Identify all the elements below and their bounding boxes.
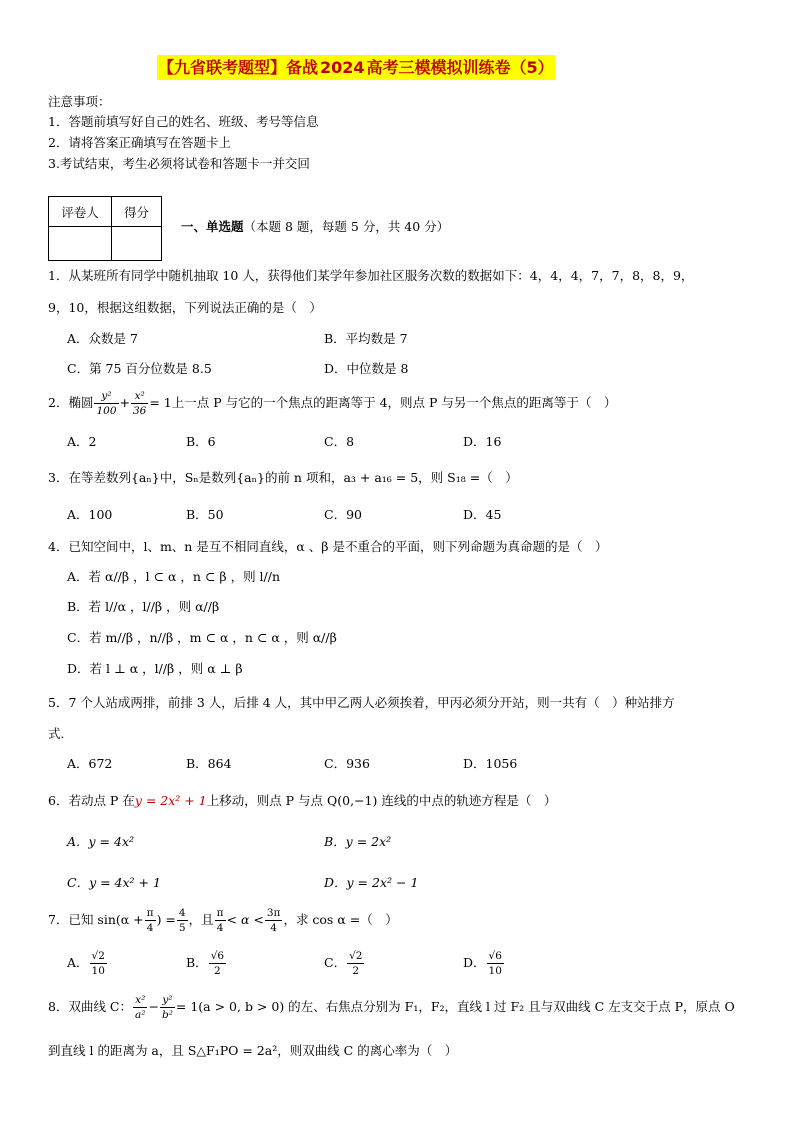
q7-upper-bound [265,907,283,934]
q8-mid: = 1(a > 0, b > 0) 的左、右焦点分别为 F₁，F₂，直线 l 过 F₂ 且与双曲线 C 左支交于点 P，原点 O [175,999,735,1014]
q2-fraction-x-num: x² [131,390,148,404]
title-part-1: 【九省联考题型】备战 [157,55,319,80]
note-item-1: 1．答题前填写好自己的姓名、班级、考号等信息 [48,114,319,129]
q8-fraction-y-den: b² [161,1009,173,1021]
q3-option-d: D．45 [463,507,502,522]
q7-mid: ) = [156,912,176,927]
q8-fraction-x-num: x² [133,994,147,1008]
q5-option-a: A．672 [67,756,113,771]
q7-value [177,907,188,934]
q1-option-d: D．中位数是 8 [324,361,409,376]
q7-option-c-den: 2 [352,965,360,977]
q2-eq: = 1 [149,395,172,410]
section-label: 一、单选题 [181,219,244,234]
title-part-2: 2024 [319,55,366,80]
q7-lower-den: 4 [216,922,224,934]
q7-cond: ，且 [188,912,214,927]
q6-expression: y = 2x² + 1 [134,793,207,808]
note-item-2: 2．请将答案正确填写在答题卡上 [48,135,231,150]
q2-fraction-y [94,390,118,417]
q7-option-a [67,950,108,977]
score-table [48,196,162,261]
q7-option-b-label: B． [186,955,208,970]
q8-fraction-x [133,994,147,1021]
q2-option-b: B．6 [186,434,216,449]
q7-post: ，求 cos α =（ ） [283,912,398,927]
q7-option-a-frac [90,950,107,977]
q1-option-a: A．众数是 7 [67,331,138,346]
q4-option-c: C．若 m//β ，n//β ，m ⊂ α ，n ⊂ α ，则 α//β [67,630,337,645]
exam-title [157,60,555,76]
notes-heading: 注意事项： [48,94,111,109]
q7-option-c-label: C． [324,955,347,970]
q3-option-c: C．90 [324,507,362,522]
q7-option-b-den: 2 [214,965,221,977]
q5-option-d: D．1056 [463,756,518,771]
q2-fraction-x-den: 36 [132,405,147,417]
q7-option-d-den: 10 [488,965,502,977]
title-part-3: 高考三模模拟训练卷（5） [366,55,555,80]
q8-line2: 到直线 l 的距离为 a，且 S△F₁PO = 2a²，则双曲线 C 的离心率为（ ） [48,1043,458,1058]
q8-pre: 8．双曲线 C： [48,999,132,1014]
q5-option-c: C．936 [324,756,370,771]
q2-plus: + [119,395,130,410]
q7-lt: < α < [226,912,264,927]
q7-lower-num: π [216,907,224,919]
q8-fraction-y [160,994,175,1021]
q2-text: 上一点 P 与它的一个焦点的距离等于 4，则点 P 与另一个焦点的距离等于（ ） [171,395,617,410]
q2-fraction-y-den: 100 [96,405,117,417]
q6-option-d: D．y = 2x² − 1 [324,875,419,890]
q7-option-a-label: A． [67,955,89,970]
q7-pre: 7．已知 sin(α + [48,912,144,927]
q1-option-c: C．第 75 百分位数是 8.5 [67,361,212,376]
q7-value-num: 4 [178,907,186,919]
q7-option-a-num: √2 [91,950,105,962]
score-table-grader-cell [49,227,112,261]
q7-upper-den: 4 [270,922,277,934]
q6-pre: 6．若动点 P 在 [48,793,135,808]
q2-option-a: A．2 [67,434,97,449]
q3-option-b: B．50 [186,507,224,522]
q1-option-b: B．平均数是 7 [324,331,408,346]
score-table-score-header: 得分 [112,197,162,227]
q7-stem [48,907,398,934]
q4-option-d: D．若 l ⊥ α ，l//β ，则 α ⊥ β [67,661,243,676]
q7-option-a-den: 10 [91,965,105,977]
q7-option-b [186,950,227,977]
q2-fraction-y-num: y² [94,390,118,404]
q6-post: 上移动，则点 P 与点 Q(0,−1) 连线的中点的轨迹方程是（ ） [206,793,557,808]
q7-upper-num: 3π [266,907,281,919]
q7-pi-over-4 [145,907,156,934]
q7-option-d [463,950,505,977]
q6-option-a: A．y = 4x² [67,834,135,849]
q7-option-d-num: √6 [488,950,502,962]
score-table-score-cell [112,227,162,261]
q3-option-a: A．100 [67,507,113,522]
q7-option-b-frac [209,950,226,977]
q5-option-b: B．864 [186,756,232,771]
q2-stem [48,390,616,417]
q7-pi-den: 4 [146,922,154,934]
q8-stem [48,994,735,1021]
q8-fraction-x-den: a² [135,1009,146,1021]
q8-fraction-y-num: y² [160,994,175,1008]
q4-option-b: B．若 l//α ，l//β ，则 α//β [67,599,220,614]
q5-line1: 5．7 个人站成两排，前排 3 人，后排 4 人，其中甲乙两人必须挨着，甲丙必须分开站，则一共有（ ）种站排方 [48,695,675,710]
q7-option-c-num: √2 [349,950,363,962]
q7-value-den: 5 [178,922,186,934]
note-item-3: 3.考试结束，考生必须将试卷和答题卡一并交回 [48,156,310,171]
q1-line2: 9，10，根据这组数据，下列说法正确的是（ ） [48,300,322,315]
q4-stem: 4．已知空间中，l、m、n 是互不相同直线，α 、β 是不重合的平面，则下列命题为真命题的是（ ） [48,539,608,554]
q8-minus: − [148,999,159,1014]
q2-option-c: C．8 [324,434,355,449]
q3-stem: 3．在等差数列{aₙ}中，Sₙ是数列{aₙ}的前 n 项和，a₃ + a₁₆ = 5，则 S₁₈ =（ ） [48,470,518,485]
q7-option-c [324,950,365,977]
score-table-grader-header: 评卷人 [49,197,112,227]
q2-option-d: D．16 [463,434,502,449]
section-desc: （本题 8 题，每题 5 分，共 40 分） [243,219,450,234]
q7-option-d-label: D． [463,955,486,970]
q7-pi-num: π [146,907,154,919]
q2-fraction-x [131,390,148,417]
q4-option-a: A．若 α//β ，l ⊂ α ，n ⊂ β ，则 l//n [67,569,281,584]
q7-option-c-frac [347,950,364,977]
q6-stem [48,795,556,808]
q6-option-c: C．y = 4x² + 1 [67,875,161,890]
q7-lower-bound [215,907,226,934]
q1-line1: 1．从某班所有同学中随机抽取 10 人，获得他们某学年参加社区服务次数的数据如下：4，4，4，7，7，8，8，9， [48,268,694,283]
q2-pre: 2．椭圆 [48,395,94,410]
q5-line2: 式． [48,726,74,741]
q7-option-b-num: √6 [210,950,225,962]
section-heading [181,221,449,234]
q6-option-b: B．y = 2x² [324,834,392,849]
q7-option-d-frac [487,950,504,977]
